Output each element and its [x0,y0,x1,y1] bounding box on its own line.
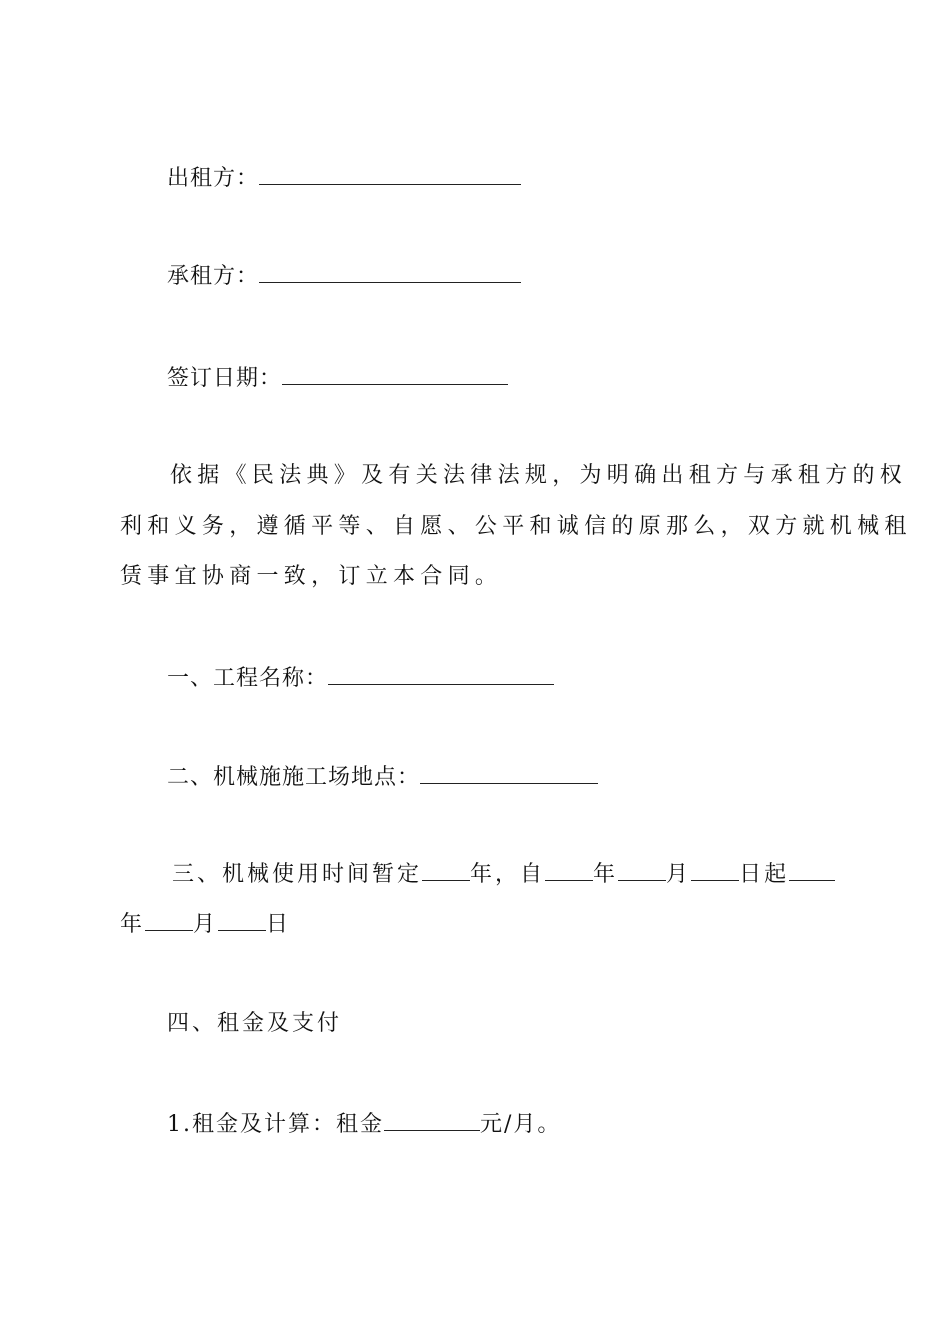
start-year-blank[interactable] [545,860,593,881]
end-month-blank[interactable] [145,910,193,931]
site-location-blank[interactable] [420,763,598,784]
item4-1-suffix: 元/月。 [480,1112,562,1137]
item2-label: 二、机械施施工场地点： [167,765,421,790]
lessee-label: 承租方： [167,264,260,289]
rent-amount-blank[interactable] [384,1110,480,1131]
start-month-blank[interactable] [618,860,666,881]
item3-text: 三、机械使用时间暂定 [172,862,423,887]
item1-label: 一、工程名称： [167,666,329,691]
sign-date-line [167,364,508,393]
lessee-blank[interactable] [259,262,521,283]
item3-day-from-text: 日起 [739,862,790,887]
lessor-line [167,164,521,193]
preamble-line-3: 赁事宜协商一致，订立本合同。 [120,564,503,589]
item3-year-from-text: 年，自 [470,862,546,887]
item3-end-month-text: 月 [193,912,219,937]
item3-year-text: 年 [593,862,619,887]
item3-end-day-text: 日 [266,912,292,937]
end-year-blank[interactable] [789,860,835,881]
preamble-line-1: 依据《民法典》及有关法律法规，为明确出租方与承租方的权 [170,463,908,488]
end-day-blank[interactable] [218,910,266,931]
lessor-blank[interactable] [259,164,521,185]
item1-line [167,664,554,693]
item4-1-prefix: 1.租金及计算：租金 [167,1112,384,1137]
item3-month-text: 月 [666,862,692,887]
item2-line [167,763,598,792]
preamble-line-2: 利和义务，遵循平等、自愿、公平和诚信的原那么，双方就机械租 [120,514,912,539]
item4-1-line [167,1110,561,1139]
item3-line-1 [172,860,835,889]
start-day-blank[interactable] [691,860,739,881]
sign-date-blank[interactable] [282,364,508,385]
item3-line-2 [120,910,291,939]
sign-date-label: 签订日期： [167,366,283,391]
item4-heading: 四、租金及支付 [167,1011,343,1036]
duration-years-blank[interactable] [422,860,470,881]
project-name-blank[interactable] [328,664,554,685]
item3-end-year-text: 年 [120,912,146,937]
lessor-label: 出租方： [167,166,260,191]
lessee-line [167,262,521,291]
